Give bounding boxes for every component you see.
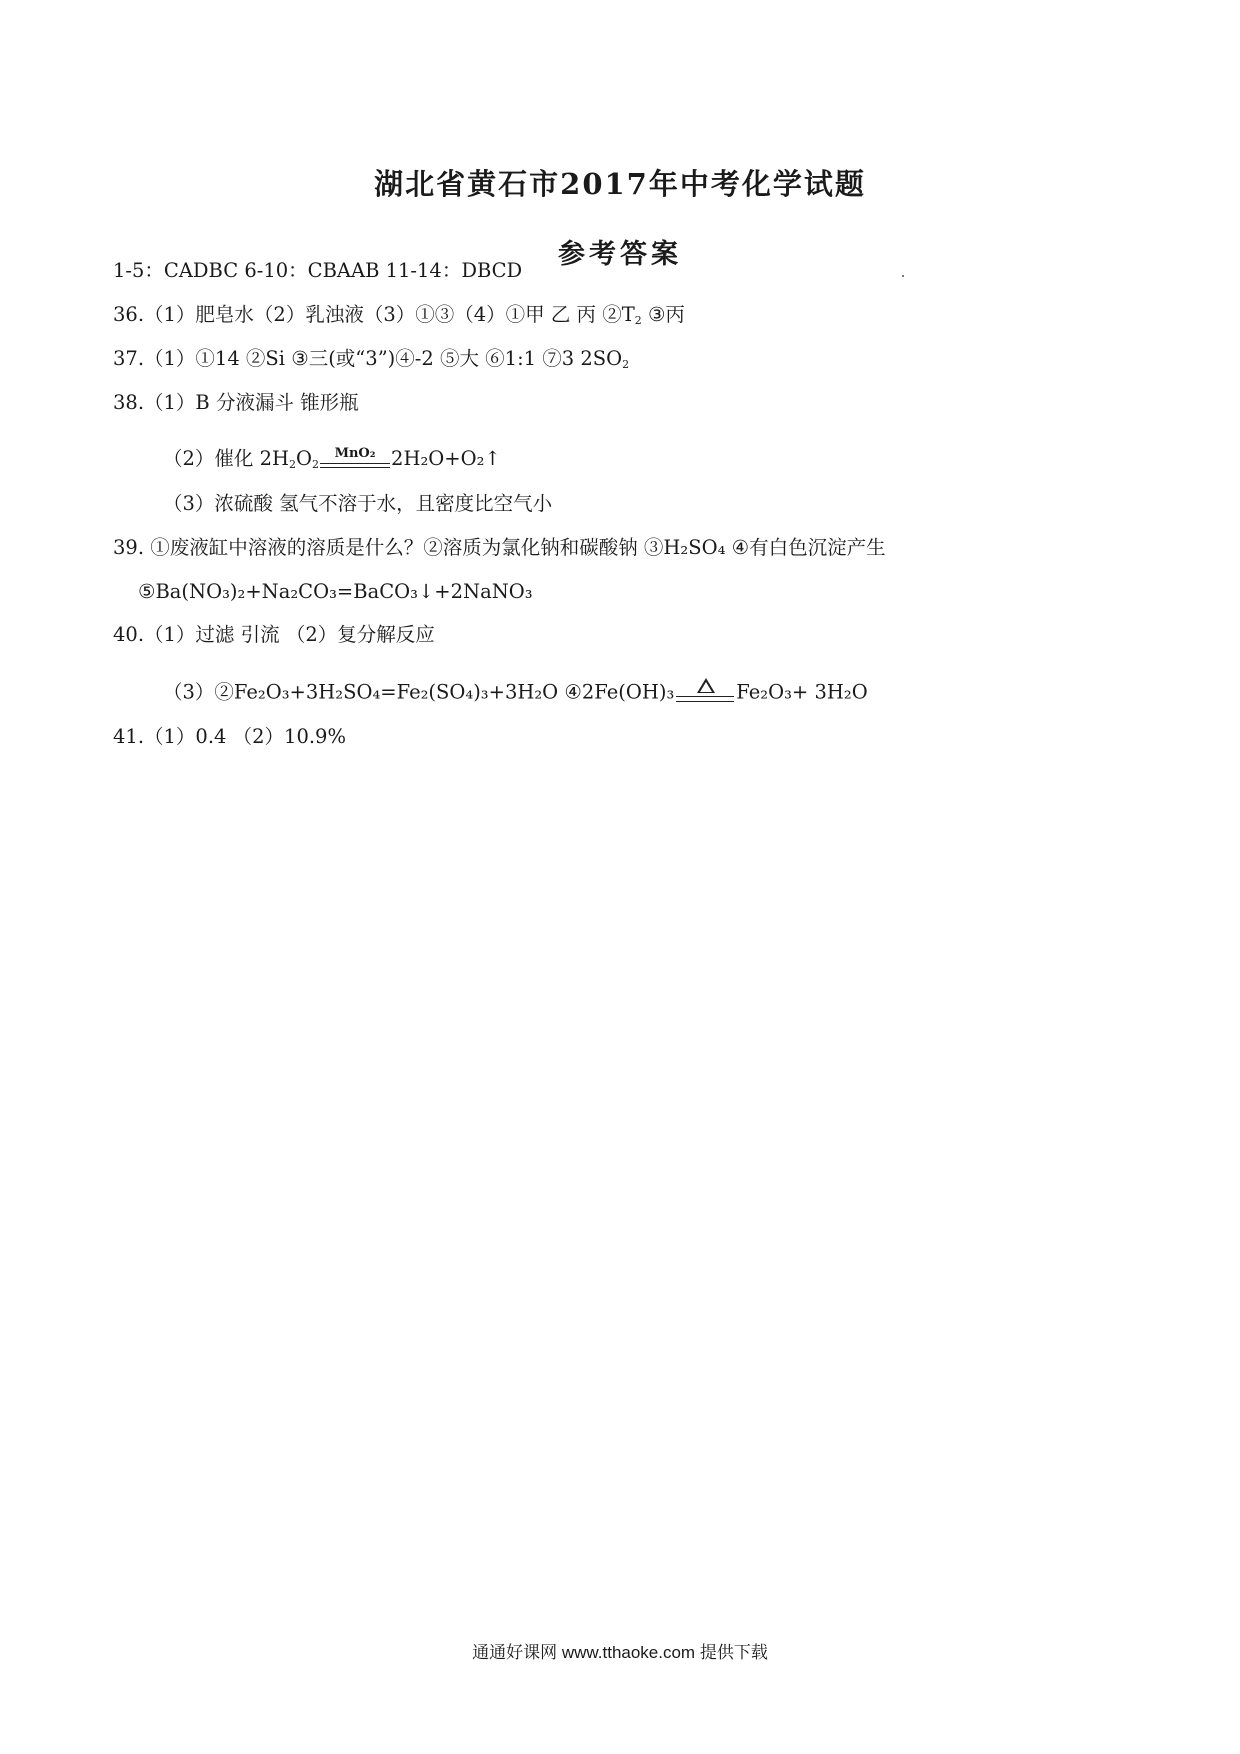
answer-q36-text: 36.（1）肥皂水（2）乳浊液（3）①③（4）①甲 乙 丙 ②T (113, 303, 635, 326)
answer-multiple-choice: 1-5：CADBC 6-10：CBAAB 11-14：DBCD (113, 259, 523, 282)
page-subtitle: 参考答案 (558, 239, 682, 270)
delta-icon-inner (700, 682, 712, 692)
answer-q38-h2o2-sub-1: 2 (289, 458, 297, 471)
heat-bar-bottom (676, 701, 734, 702)
answer-q39-line1: 39. ①废液缸中溶液的溶质是什么？②溶质为氯化钠和碳酸钠 ③H₂SO₄ ④有白色沉淀产生 (113, 536, 886, 559)
answer-q38-part2-products: 2H₂O+O₂↑ (391, 447, 501, 470)
answer-q36-tail: ③丙 (641, 303, 685, 326)
heat-condition-arrow (676, 679, 734, 707)
answer-q38-part2-prefix: （2）催化 2H (163, 447, 290, 470)
scan-speck (902, 275, 904, 277)
answer-q40-line1: 40.（1）过滤 引流 （2）复分解反应 (113, 623, 435, 646)
answer-q38-h2o2-sub-2: 2 (312, 458, 320, 471)
answer-q40-line2 (163, 679, 868, 707)
answer-q38-part2 (163, 446, 501, 473)
answer-q36 (113, 302, 685, 328)
answer-q41: 41.（1）0.4 （2）10.9% (113, 725, 346, 748)
arrow-bar-bottom (320, 467, 390, 468)
answer-q40-line2-post: Fe₂O₃+ 3H₂O (736, 680, 868, 704)
footer-source: 通通好课网 www.tthaoke.com 提供下载 (472, 1643, 768, 1662)
answer-q37-text: 37.（1）①14 ②Si ③三(或“3”)④-2 ⑤大 ⑥1:1 ⑦3 2SO (113, 347, 623, 370)
answer-q37-subscript: 2 (622, 358, 630, 371)
catalyst-label: MnO₂ (334, 445, 376, 461)
answer-q39-line2: ⑤Ba(NO₃)₂+Na₂CO₃=BaCO₃↓+2NaNO₃ (138, 580, 533, 603)
answer-q40-line2-pre: （3）②Fe₂O₃+3H₂SO₄=Fe₂(SO₄)₃+3H₂O ④2Fe(OH)₃ (163, 680, 675, 704)
answer-q38-o-char: O (296, 447, 313, 470)
answer-q38-part1: 38.（1）B 分液漏斗 锥形瓶 (113, 391, 359, 414)
arrow-bar-top (320, 463, 390, 464)
answer-q37 (113, 346, 629, 372)
page-title: 湖北省黄石市2017年中考化学试题 (374, 167, 866, 201)
answer-q38-part3: （3）浓硫酸 氢气不溶于水，且密度比空气小 (163, 492, 553, 515)
answer-q36-subscript: 2 (634, 314, 642, 327)
reaction-condition-arrow (320, 447, 390, 473)
heat-bar-top (676, 696, 734, 697)
